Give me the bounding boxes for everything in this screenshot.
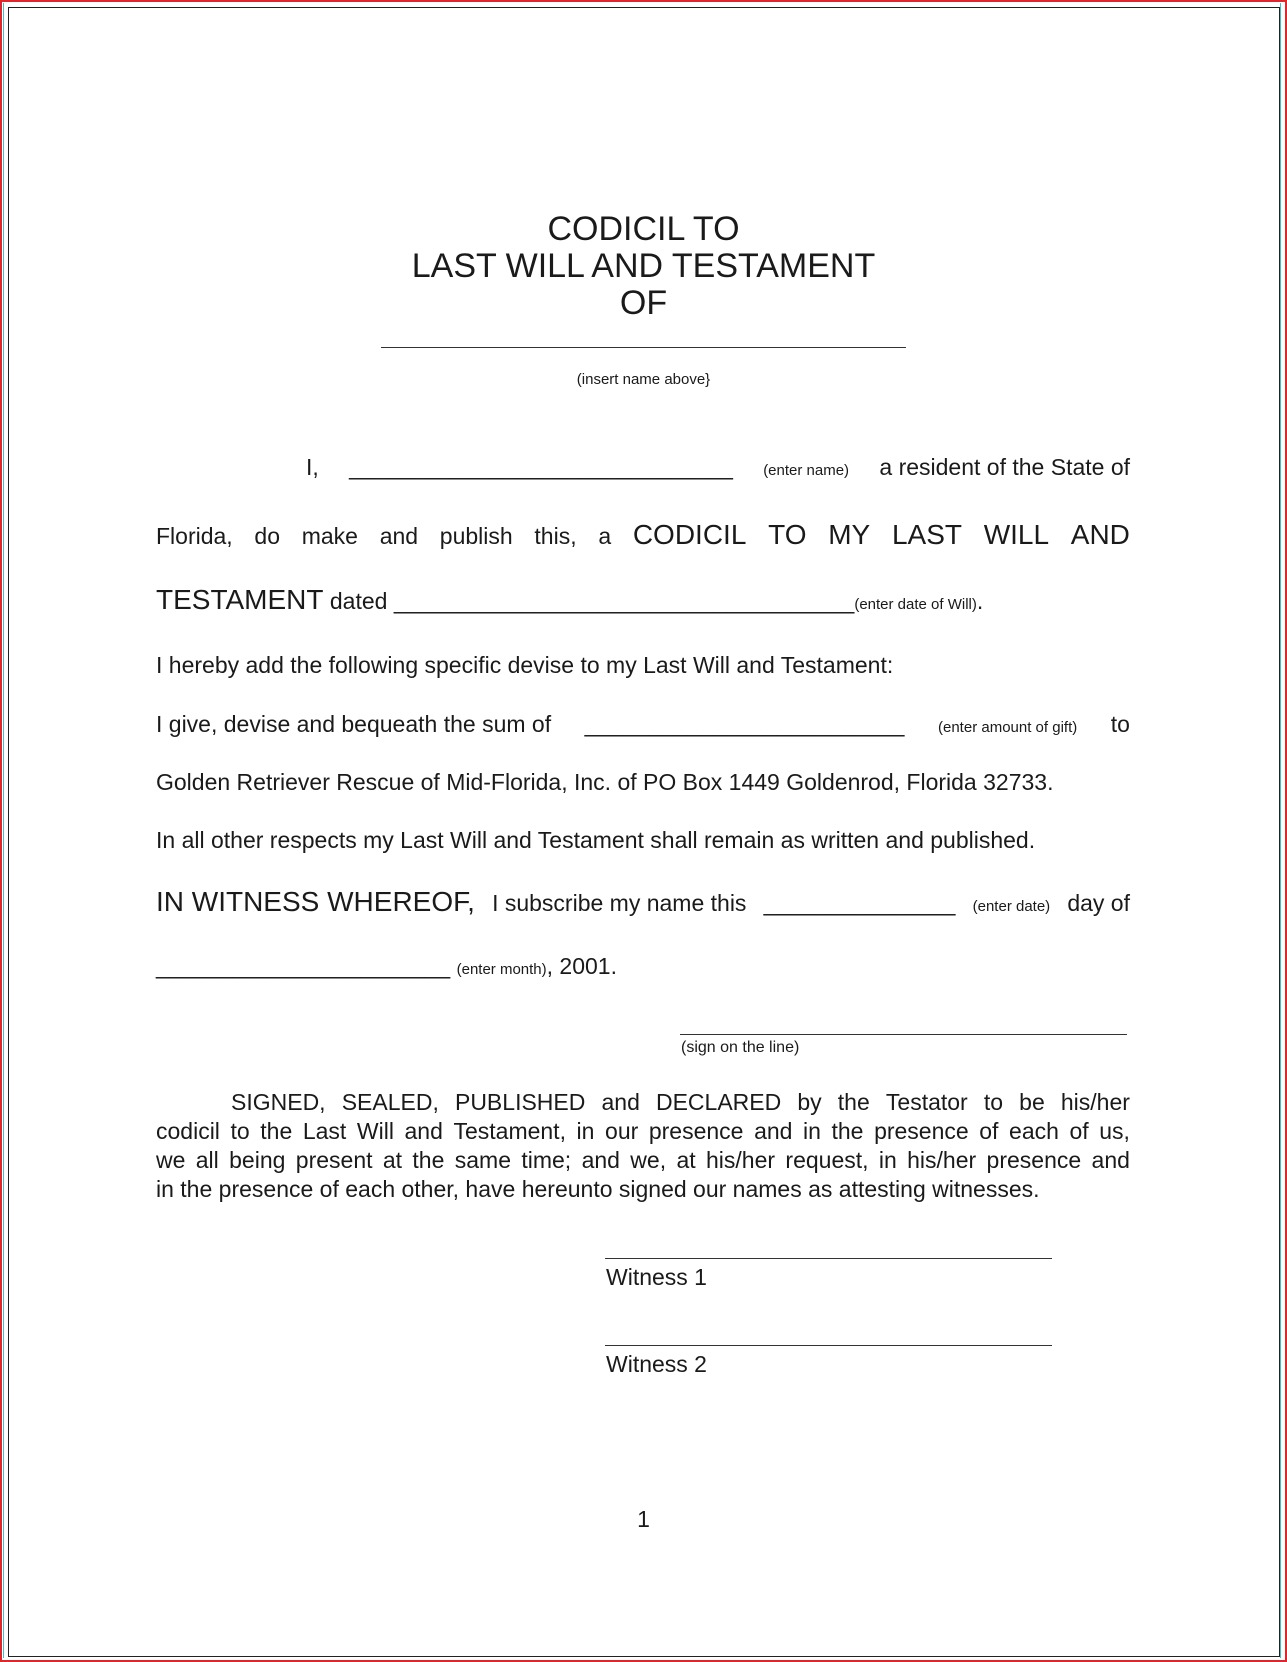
declaration-word: his/her <box>706 1147 776 1173</box>
name-hint: (insert name above} <box>576 371 711 388</box>
declaration-word: in <box>803 1118 821 1144</box>
declaration-word: each <box>1009 1118 1059 1144</box>
declaration-word: presence <box>874 1118 969 1144</box>
declaration-word: at <box>676 1147 696 1173</box>
p9-hint: (enter month) <box>456 961 547 978</box>
declaration-word: his/her <box>1060 1089 1130 1115</box>
declaration-word: our <box>605 1118 639 1144</box>
declaration-text: in the presence of each other, have hereunto signed our names as attesting witnesses. <box>156 1176 1040 1202</box>
p2-word: publish <box>439 523 513 549</box>
declaration-word: in <box>878 1147 897 1173</box>
p9-month-blank[interactable]: _______________________ <box>156 953 451 979</box>
witness-2-signature-line[interactable] <box>605 1345 1052 1346</box>
declaration-word: and <box>404 1118 443 1144</box>
declaration-word: us, <box>1099 1118 1130 1144</box>
p3-hint: (enter date of Will) <box>854 596 977 613</box>
signature-label: (sign on the line) <box>681 1039 800 1056</box>
declaration-word: in <box>576 1118 595 1144</box>
declaration-word: Testament, <box>453 1118 566 1144</box>
declaration-word: SIGNED, <box>231 1089 326 1115</box>
page-number: 1 <box>637 1506 650 1532</box>
declaration-word: all <box>195 1147 219 1173</box>
p1-suffix: a resident of the State of <box>879 454 1130 480</box>
p2-word: this, <box>534 523 577 549</box>
declaration-word: same <box>454 1147 511 1173</box>
p2-word: Florida, <box>156 523 233 549</box>
declaration-word: presence <box>986 1147 1082 1173</box>
declaration-word: Will <box>356 1118 394 1144</box>
paragraph-3 <box>156 584 983 616</box>
declaration-word: present <box>295 1147 373 1173</box>
declaration-paragraph <box>156 1088 1130 1204</box>
declaration-word: and <box>601 1089 640 1115</box>
declaration-word: and <box>1091 1147 1130 1173</box>
p3-word: dated <box>329 588 388 614</box>
declaration-word: we <box>156 1147 186 1173</box>
paragraph-7: In all other respects my Last Will and Testament shall remain as written and published. <box>156 827 1036 853</box>
declaration-word: we, <box>630 1147 667 1173</box>
title-line-3: OF <box>619 284 668 322</box>
title-line-1: CODICIL TO <box>547 210 740 248</box>
declaration-word: to <box>230 1118 250 1144</box>
p2-word: make <box>301 523 358 549</box>
p1-hint: (enter name) <box>763 462 850 479</box>
p3-date-blank[interactable]: ____________________________________ <box>393 588 855 614</box>
paragraph-6: Golden Retriever Rescue of Mid-Florida, Inc. of PO Box 1449 Goldenrod, Florida 32733. <box>156 769 1054 795</box>
paragraph-8 <box>156 886 1130 918</box>
paragraph-9 <box>156 953 617 980</box>
declaration-word: SEALED, <box>341 1089 439 1115</box>
declaration-word: the <box>260 1118 293 1144</box>
declaration-word: the <box>831 1118 864 1144</box>
declaration-word: being <box>229 1147 286 1173</box>
p3-end: . <box>976 588 984 614</box>
p5-hint: (enter amount of gift) <box>938 719 1078 736</box>
declaration-word: the <box>412 1147 445 1173</box>
declaration-word: by <box>797 1089 822 1115</box>
p5-amount-blank[interactable]: _________________________ <box>584 711 905 737</box>
paragraph-1 <box>306 454 1130 481</box>
p2-word: do <box>254 523 281 549</box>
p2-word: a <box>598 523 612 549</box>
declaration-word: presence <box>648 1118 744 1144</box>
paragraph-5 <box>156 711 1130 738</box>
declaration-word: at <box>382 1147 403 1173</box>
p2-big-word: TO <box>768 519 807 550</box>
p8-end: day of <box>1067 890 1130 916</box>
p2-word: and <box>379 523 419 549</box>
witness-1-signature-line[interactable] <box>605 1258 1052 1259</box>
p1-prefix: I, <box>306 454 319 480</box>
p2-big-word: LAST <box>891 519 962 550</box>
declaration-word: and <box>581 1147 620 1173</box>
testator-signature-line[interactable] <box>680 1034 1127 1035</box>
declaration-word: of <box>979 1118 999 1144</box>
declaration-word: his/her <box>907 1147 977 1173</box>
witness-1-label: Witness 1 <box>606 1264 707 1290</box>
p8-hint: (enter date) <box>972 898 1051 915</box>
declaration-line-1 <box>156 1088 1130 1117</box>
declaration-word: of <box>1069 1118 1089 1144</box>
name-signature-line[interactable] <box>381 347 906 348</box>
p2-big-word: MY <box>828 519 871 550</box>
p3-big-word: TESTAMENT <box>156 584 324 615</box>
p5-text: I give, devise and bequeath the sum of <box>156 711 552 737</box>
p8-big-text: IN WITNESS WHEREOF, <box>156 886 475 917</box>
p5-end: to <box>1110 711 1130 737</box>
declaration-word: and <box>754 1118 793 1144</box>
p8-date-blank[interactable]: _______________ <box>763 890 956 916</box>
declaration-word: PUBLISHED <box>454 1089 586 1115</box>
declaration-line-2 <box>156 1117 1130 1146</box>
declaration-word: codicil <box>156 1118 220 1144</box>
title-line-2: LAST WILL AND TESTAMENT <box>411 247 876 285</box>
p2-big-word: CODICIL <box>632 519 747 550</box>
p2-big-word: AND <box>1070 519 1130 550</box>
p9-end: , 2001. <box>546 953 617 979</box>
declaration-word: Last <box>302 1118 347 1144</box>
declaration-word: time; <box>521 1147 572 1173</box>
declaration-line-3 <box>156 1146 1130 1175</box>
declaration-line-4 <box>156 1175 1130 1204</box>
p1-name-blank[interactable]: ______________________________ <box>349 454 733 480</box>
declaration-word: DECLARED <box>655 1089 782 1115</box>
paragraph-2 <box>156 519 1130 551</box>
declaration-word: the <box>837 1089 870 1115</box>
declaration-word: to <box>983 1089 1004 1115</box>
p2-big-word: WILL <box>983 519 1050 550</box>
declaration-word: be <box>1019 1089 1045 1115</box>
declaration-word: request, <box>785 1147 869 1173</box>
p8-text: I subscribe my name this <box>492 890 747 916</box>
declaration-word: Testator <box>885 1089 968 1115</box>
paragraph-4: I hereby add the following specific devise to my Last Will and Testament: <box>156 652 894 678</box>
witness-2-label: Witness 2 <box>606 1351 707 1377</box>
